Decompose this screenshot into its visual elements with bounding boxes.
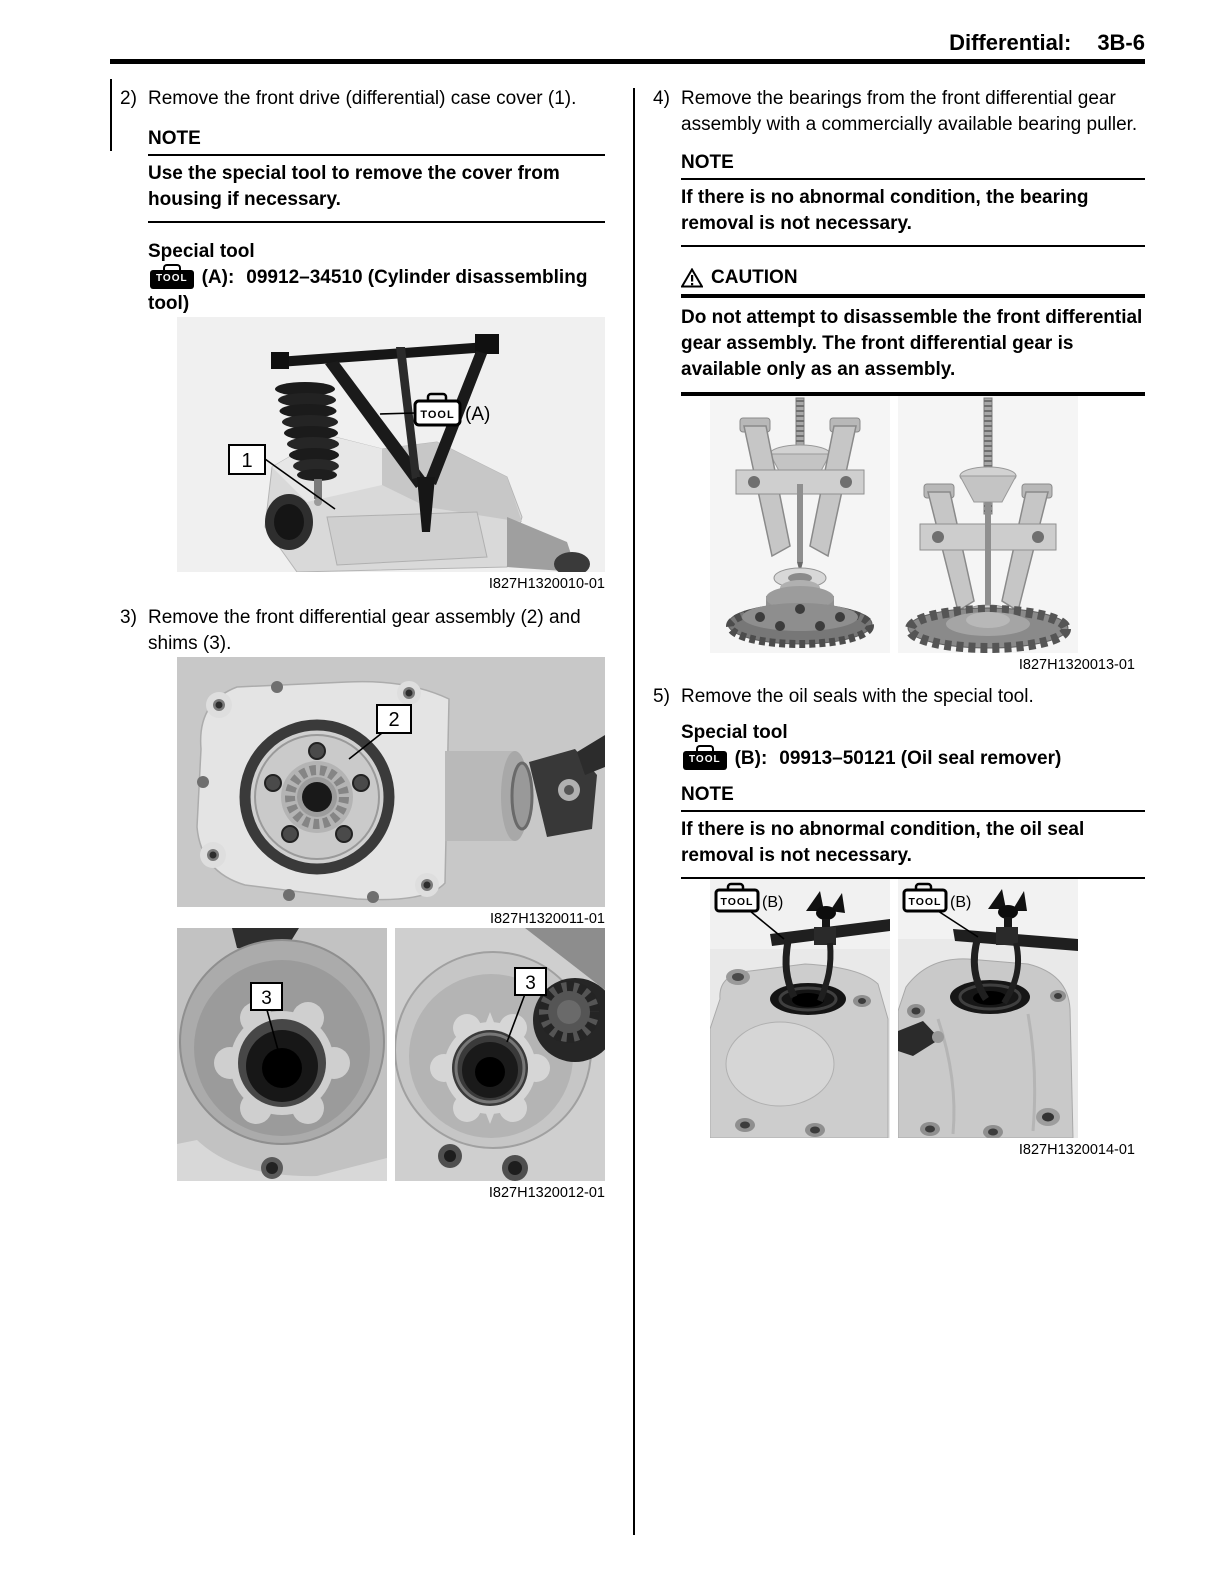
- step-4: [653, 86, 1158, 138]
- bearing-puller-right-illustration: [898, 396, 1078, 653]
- step-4-text: Remove the bearings from the front differential gear assembly with a commercially available bearing puller.: [681, 88, 1138, 135]
- note-2-title: NOTE: [681, 150, 1145, 180]
- step-2-text: Remove the front drive (differential) case cover (1).: [148, 88, 577, 109]
- left-margin-rule: [110, 79, 112, 151]
- figure-3: [120, 928, 605, 1202]
- figure-4-caption: I827H1320013-01: [1018, 657, 1135, 673]
- header-page-code: 3B-6: [1097, 30, 1145, 55]
- oil-seal-remover-left-illustration: [710, 879, 890, 1138]
- column-divider-rule: [633, 88, 635, 1535]
- step-4-number: 4): [653, 88, 670, 109]
- step-3: [120, 605, 625, 657]
- step-5-text: Remove the oil seals with the special tool.: [681, 686, 1034, 707]
- warning-icon: [681, 268, 703, 288]
- figure-1: [120, 317, 605, 593]
- housing-interior-left-illustration: [177, 928, 387, 1181]
- bearing-puller-left-illustration: [710, 396, 890, 653]
- note-block-2: [681, 150, 1145, 247]
- note-block-3: [681, 782, 1145, 879]
- special-tool-b-ref: (B):: [734, 748, 768, 769]
- caution-block: [681, 265, 1145, 396]
- caution-body: Do not attempt to disassemble the front differential gear assembly. The front differential gear is available only as an assembly.: [681, 298, 1145, 396]
- note-3-body: If there is no abnormal condition, the oil seal removal is not necessary.: [681, 812, 1145, 879]
- step-5-number: 5): [653, 686, 670, 707]
- special-tool-a-line: [148, 265, 625, 317]
- tool-icon: TOOL: [683, 751, 727, 770]
- special-tool-a-title: Special tool: [148, 241, 255, 262]
- figure-2-photo: [177, 657, 605, 907]
- figure-5: [653, 879, 1135, 1159]
- header-section-title: Differential:: [949, 30, 1072, 55]
- special-tool-b-title: Special tool: [681, 722, 788, 743]
- svg-text:TOOL: TOOL: [420, 409, 455, 421]
- special-tool-a-desc: 09912–34510 (Cylinder disassembling tool): [148, 267, 588, 314]
- note-block-1: [148, 126, 605, 223]
- special-tool-b-line: [681, 746, 1158, 772]
- figure-3-left-label: 3: [261, 988, 272, 1009]
- diff-gear-assembly-illustration: [177, 657, 605, 907]
- figure-4-photo: [710, 396, 1135, 653]
- note-2-body: If there is no abnormal condition, the bearing removal is not necessary.: [681, 180, 1145, 247]
- diff-case-cover-puller-illustration: [177, 317, 605, 572]
- figure-1-part-label: 1: [241, 450, 253, 472]
- page-header: [949, 30, 1145, 56]
- svg-text:TOOL: TOOL: [908, 896, 942, 908]
- figure-2: [120, 657, 605, 928]
- figure-5-right-tool-ref: (B): [950, 894, 972, 911]
- special-tool-a-block: [148, 239, 625, 317]
- step-2-number: 2): [120, 88, 137, 109]
- note-1-title: NOTE: [148, 126, 605, 156]
- left-column: [120, 86, 625, 1202]
- figure-2-part-label: 2: [388, 709, 400, 731]
- step-2: [120, 86, 625, 112]
- figure-5-left-tool-ref: (B): [762, 894, 784, 911]
- caution-title: CAUTION: [711, 267, 798, 288]
- special-tool-a-ref: (A):: [201, 267, 235, 288]
- note-1-body: Use the special tool to remove the cover from housing if necessary.: [148, 156, 605, 223]
- figure-4: [653, 396, 1135, 674]
- figure-1-photo: [177, 317, 605, 572]
- figure-2-caption: I827H1320011-01: [489, 911, 605, 927]
- note-3-title: NOTE: [681, 782, 1145, 812]
- tool-icon: TOOL: [150, 270, 194, 289]
- figure-5-caption: I827H1320014-01: [1018, 1142, 1135, 1158]
- step-5: [653, 684, 1158, 710]
- special-tool-b-desc: 09913–50121 (Oil seal remover): [779, 748, 1062, 769]
- housing-interior-right-illustration: [395, 928, 605, 1181]
- step-3-text: Remove the front differential gear assembly (2) and shims (3).: [148, 607, 581, 654]
- oil-seal-remover-right-illustration: [898, 879, 1078, 1138]
- special-tool-b-block: [681, 720, 1158, 772]
- figure-1-caption: I827H1320010-01: [488, 576, 605, 592]
- right-column: [653, 86, 1158, 1159]
- svg-text:TOOL: TOOL: [720, 896, 754, 908]
- figure-3-right-label: 3: [525, 973, 536, 994]
- figure-1-tool-ref: (A): [465, 404, 491, 425]
- figure-5-photo: [710, 879, 1135, 1138]
- step-3-number: 3): [120, 607, 137, 628]
- header-rule: [110, 59, 1145, 64]
- figure-3-caption: I827H1320012-01: [488, 1185, 605, 1201]
- figure-3-photo: [177, 928, 605, 1181]
